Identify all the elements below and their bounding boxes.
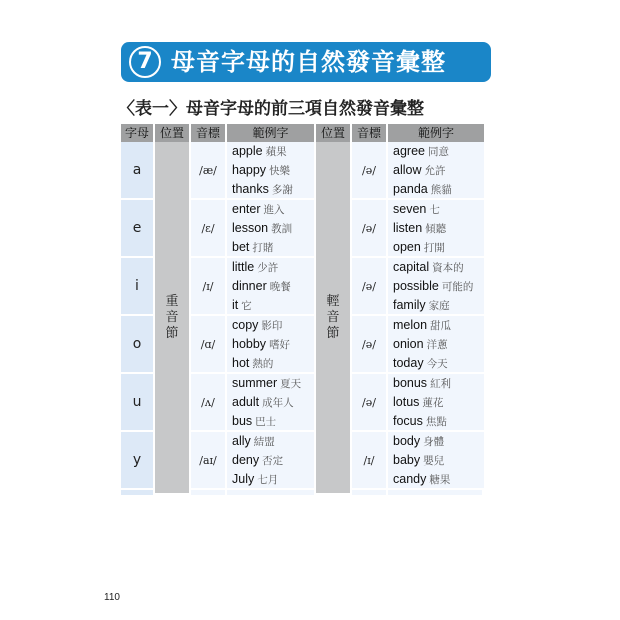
english-word: July — [232, 471, 255, 486]
example-word — [393, 161, 446, 180]
example-word — [393, 354, 448, 373]
example-words-cell — [388, 432, 484, 490]
stressed-char: 重 — [165, 293, 179, 309]
page-number: 110 — [104, 592, 120, 603]
english-word: bus — [232, 413, 253, 428]
english-word: capital — [393, 259, 430, 274]
section-title-banner — [121, 42, 491, 82]
english-word: lesson — [232, 220, 269, 235]
english-word: onion — [393, 336, 424, 351]
english-word: thanks — [232, 181, 269, 196]
english-word: today — [393, 355, 424, 370]
example-word — [232, 432, 275, 451]
example-word — [393, 142, 449, 161]
example-word — [232, 219, 292, 238]
english-word: candy — [393, 471, 427, 486]
chinese-meaning: 它 — [241, 299, 252, 312]
table-bottom-filler — [191, 490, 227, 495]
example-word — [232, 393, 294, 412]
example-word — [232, 451, 283, 470]
example-words-cell — [227, 374, 316, 432]
chinese-meaning: 甜瓜 — [430, 319, 452, 332]
stressed-phonetic-symbol: /ɛ/ — [191, 200, 227, 258]
english-word: little — [232, 259, 255, 274]
section-title: 母音字母的自然發音彙整 — [171, 48, 446, 76]
example-word — [232, 354, 273, 373]
example-word — [232, 200, 285, 219]
stressed-phonetic-symbol: /ʌ/ — [191, 374, 227, 432]
header-letter: 字母 — [121, 124, 155, 142]
example-words-cell — [388, 200, 484, 258]
table-caption: 〈表一〉母音字母的前三項自然發音彙整 — [118, 99, 424, 119]
unstressed-syllable-label — [316, 142, 352, 495]
example-word — [393, 180, 452, 199]
example-word — [393, 470, 450, 489]
english-word: body — [393, 433, 421, 448]
table-bottom-filler — [388, 490, 484, 495]
chinese-meaning: 多謝 — [271, 183, 293, 196]
stressed-phonetic-symbol: /ɑ/ — [191, 316, 227, 374]
english-word: happy — [232, 162, 267, 177]
table-bottom-filler — [227, 490, 316, 495]
english-word: summer — [232, 375, 278, 390]
example-word — [232, 161, 290, 180]
example-words-cell — [388, 374, 484, 432]
english-word: hot — [232, 355, 250, 370]
header-examples-1: 範例字 — [227, 124, 316, 142]
stressed-char: 節 — [165, 325, 179, 341]
example-word — [393, 200, 440, 219]
example-words-cell — [388, 142, 484, 200]
example-word — [232, 412, 276, 431]
example-word — [393, 335, 448, 354]
example-word — [393, 412, 447, 431]
chinese-meaning: 影印 — [261, 319, 283, 332]
english-word: ally — [232, 433, 251, 448]
unstressed-char: 音 — [326, 309, 340, 325]
chinese-meaning: 進入 — [263, 203, 285, 216]
header-symbol-2: 音標 — [352, 124, 388, 142]
example-word — [393, 451, 444, 470]
chinese-meaning: 快樂 — [269, 164, 291, 177]
chinese-meaning: 蘋果 — [265, 145, 287, 158]
example-word — [393, 258, 464, 277]
chinese-meaning: 打賭 — [252, 241, 274, 254]
english-word: focus — [393, 413, 423, 428]
unstressed-char: 節 — [326, 325, 340, 341]
chinese-meaning: 打開 — [423, 241, 445, 254]
example-word — [393, 219, 446, 238]
vowel-table — [121, 124, 484, 495]
chinese-meaning: 結盟 — [253, 435, 275, 448]
example-word — [232, 238, 273, 257]
english-word: hobby — [232, 336, 267, 351]
chinese-meaning: 熊貓 — [430, 183, 452, 196]
example-word — [232, 296, 252, 315]
english-word: bonus — [393, 375, 428, 390]
chinese-meaning: 洋蔥 — [426, 338, 448, 351]
chinese-meaning: 傾聽 — [425, 222, 447, 235]
example-words-cell — [227, 432, 316, 490]
chinese-meaning: 身體 — [423, 435, 445, 448]
english-word: agree — [393, 143, 425, 158]
chinese-meaning: 晚餐 — [269, 280, 291, 293]
english-word: it — [232, 297, 239, 312]
english-word: dinner — [232, 278, 267, 293]
chinese-meaning: 巴士 — [255, 415, 277, 428]
chinese-meaning: 教訓 — [271, 222, 293, 235]
vowel-letter: y — [121, 432, 155, 490]
chinese-meaning: 嬰兒 — [423, 454, 445, 467]
unstressed-phonetic-symbol: /ə/ — [352, 316, 388, 374]
example-word — [393, 432, 444, 451]
section-number-badge: 7 — [129, 46, 161, 78]
english-word: baby — [393, 452, 421, 467]
example-words-cell — [388, 258, 484, 316]
english-word: open — [393, 239, 421, 254]
chinese-meaning: 熱的 — [252, 357, 274, 370]
example-word — [393, 393, 443, 412]
unstressed-phonetic-symbol: /ə/ — [352, 200, 388, 258]
chinese-meaning: 資本的 — [432, 261, 464, 274]
table-bottom-filler — [121, 490, 155, 495]
example-word — [393, 374, 451, 393]
header-position-1: 位置 — [155, 124, 191, 142]
stressed-phonetic-symbol: /æ/ — [191, 142, 227, 200]
stressed-char: 音 — [165, 309, 179, 325]
chinese-meaning: 少許 — [257, 261, 279, 274]
chinese-meaning: 允許 — [424, 164, 446, 177]
english-word: copy — [232, 317, 259, 332]
stressed-phonetic-symbol: /aɪ/ — [191, 432, 227, 490]
example-words-cell — [227, 316, 316, 374]
example-word — [393, 277, 473, 296]
english-word: allow — [393, 162, 422, 177]
example-word — [232, 374, 301, 393]
english-word: possible — [393, 278, 439, 293]
example-word — [232, 142, 287, 161]
chinese-meaning: 七月 — [257, 473, 279, 486]
chinese-meaning: 嗜好 — [269, 338, 291, 351]
example-word — [232, 180, 293, 199]
english-word: adult — [232, 394, 260, 409]
unstressed-phonetic-symbol: /ə/ — [352, 142, 388, 200]
chinese-meaning: 成年人 — [262, 396, 294, 409]
english-word: bet — [232, 239, 250, 254]
unstressed-phonetic-symbol: /ə/ — [352, 374, 388, 432]
example-word — [232, 470, 278, 489]
english-word: lotus — [393, 394, 420, 409]
english-word: melon — [393, 317, 428, 332]
vowel-letter: e — [121, 200, 155, 258]
chinese-meaning: 夏天 — [280, 377, 302, 390]
english-word: enter — [232, 201, 261, 216]
english-word: seven — [393, 201, 427, 216]
english-word: listen — [393, 220, 423, 235]
header-examples-2: 範例字 — [388, 124, 484, 142]
chinese-meaning: 焦點 — [425, 415, 447, 428]
chinese-meaning: 糖果 — [429, 473, 451, 486]
english-word: family — [393, 297, 426, 312]
unstressed-phonetic-symbol: /ə/ — [352, 258, 388, 316]
example-words-cell — [227, 258, 316, 316]
chinese-meaning: 否定 — [262, 454, 284, 467]
chinese-meaning: 同意 — [427, 145, 449, 158]
english-word: panda — [393, 181, 428, 196]
unstressed-char: 輕 — [326, 293, 340, 309]
chinese-meaning: 紅利 — [430, 377, 452, 390]
example-word — [232, 335, 290, 354]
stressed-phonetic-symbol: /ɪ/ — [191, 258, 227, 316]
chinese-meaning: 可能的 — [441, 280, 474, 293]
chinese-meaning: 七 — [429, 203, 440, 216]
stressed-syllable-label — [155, 142, 191, 495]
example-word — [232, 277, 291, 296]
example-word — [393, 316, 451, 335]
example-word — [393, 238, 445, 257]
chinese-meaning: 家庭 — [428, 299, 450, 312]
table-bottom-filler — [352, 490, 388, 495]
example-word — [232, 316, 282, 335]
vowel-letter: o — [121, 316, 155, 374]
example-words-cell — [227, 142, 316, 200]
vowel-letter: u — [121, 374, 155, 432]
header-symbol-1: 音標 — [191, 124, 227, 142]
header-position-2: 位置 — [316, 124, 352, 142]
chinese-meaning: 蓮花 — [422, 396, 444, 409]
example-word — [232, 258, 278, 277]
vowel-letter: i — [121, 258, 155, 316]
chinese-meaning: 今天 — [426, 357, 448, 370]
example-words-cell — [388, 316, 484, 374]
example-words-cell — [227, 200, 316, 258]
example-word — [393, 296, 450, 315]
english-word: apple — [232, 143, 263, 158]
vowel-letter: a — [121, 142, 155, 200]
english-word: deny — [232, 452, 260, 467]
unstressed-phonetic-symbol: /ɪ/ — [352, 432, 388, 490]
